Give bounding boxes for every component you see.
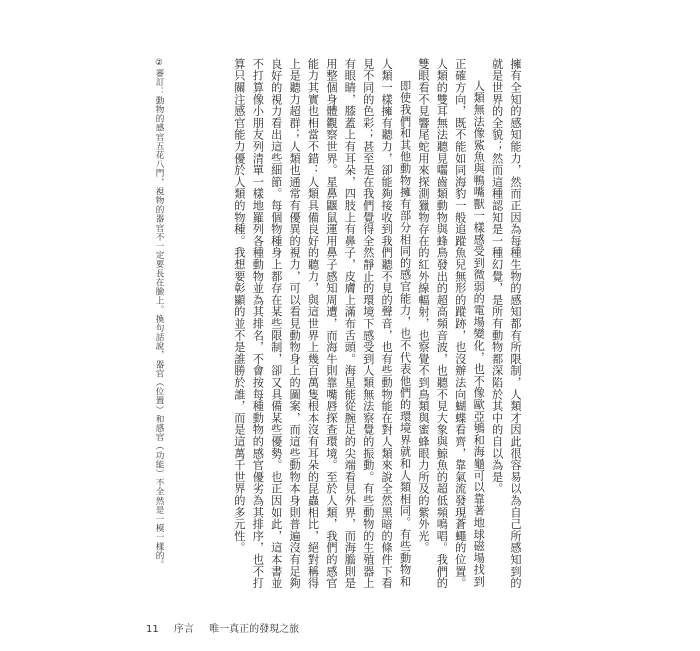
- chapter-subtitle: 唯一真正的發現之旅: [209, 624, 300, 635]
- footnote: ②審訂：動物的感官五花八門，視物的器官不一定要長在臉上。換句話說，器官（位置）和感官（功能）不全然是一模一樣的。: [154, 58, 164, 569]
- paragraph-2: 人類無法像鯊魚與鴨嘴獸一樣感受到微弱的電場變化，也不像歐亞鴝和海龜可以靠著地球磁場找到正確方向，既不能如同海豹一般追蹤魚兒無形的蹤跡，也沒辦法向蝴蝶看齊，靠氣流發現蒼蠅的位置。人類的雙耳無法聽見囓齒類動物與蜂鳥發出的超高頻音波，也聽不見大象與鯨魚的超低頻鳴唱。我們的雙眼看不見響尾蛇用來探測獵物存在的紅外線輻射，也察覺不到鳥類與蜜蜂眼力所及的紫外光。: [416, 58, 486, 589]
- paragraph-1: 擁有全知的感知能力，然而正因為每種生物的感知都有所限制，人類才因此很容易以為自己所感知到的就是世界的全貌；然而這種認知是一種幻覺，是所有動物都深陷於其中的自以為是。: [490, 58, 522, 589]
- page-number: 11: [146, 624, 159, 635]
- paragraph-3: 即使我們和其他動物擁有部分相同的感官能力，也不代表他們的環境界就和人類相同。有些動物和人類一樣擁有聽力，卻能夠接收到我們聽不見的聲音，也有些動物能在對人類來說全然黑暗的條件下看見不同的色彩；甚至是在我們覺得全然靜止的環境下感受到人類無法察覺的振動。有些動物的生殖器上有眼睛，膝蓋上有耳朵，四肢上有鼻子，皮膚上滿布舌頭。海星能從腕足的尖端看見外界，而海膽則是用整個身體觀察世界。星鼻鼴鼠運用鼻子感知周遭，而海牛則靠嘴唇探查環境。至於人類，我們的感官能力其實也相當不錯：人類具備良好的聽力，與這世界上幾百萬隻根本沒有耳朵的昆蟲相比，絕對稱得上是聽力超群；人類也通常有優異的視力，可以看見動物身上的圖案，而這些動物本身則普遍沒有足夠良好的視力看出這些細節。每個物種身上都存在某些限制，卻又具備某些優勢。也正因如此，這本書並不打算像小朋友列清單一樣地羅列各種動物並為其排名，不會按每種動物的感官優劣為其排序，也不打算只關注感官能力優於人類的物種。我想要彰顯的並不是誰勝於誰，而是這萬千世界的多元性。: [232, 58, 412, 589]
- page-footer: [146, 620, 311, 635]
- section-label: 序言: [173, 624, 194, 635]
- main-text-block: [230, 58, 525, 594]
